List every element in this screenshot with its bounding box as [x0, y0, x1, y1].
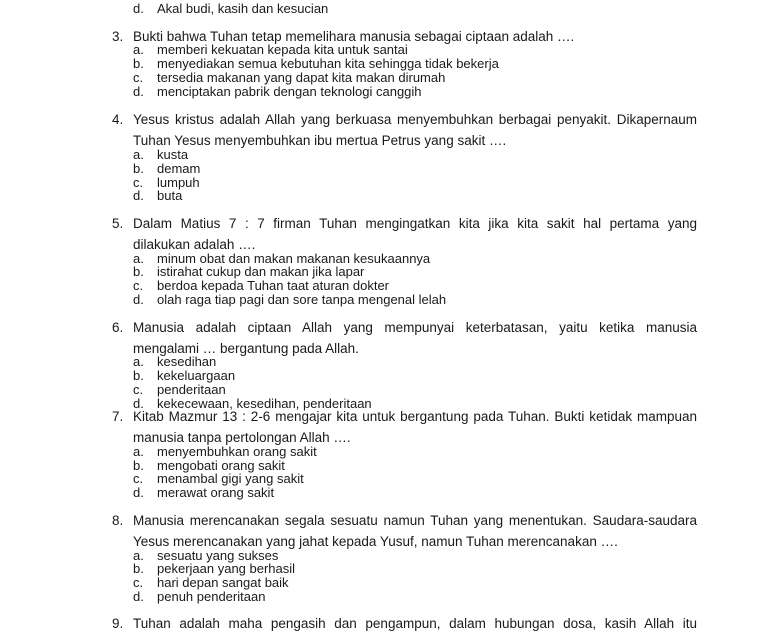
option-letter: a. [133, 444, 144, 459]
option-letter: d. [133, 589, 144, 604]
question-text: Kitab Mazmur 13 : 2-6 mengajar kita untuk bergantung pada Tuhan. Bukti ketidak mampuan [133, 409, 697, 424]
option-letter: a. [133, 548, 144, 563]
option-letter: d. [133, 292, 144, 307]
question-text: Tuhan adalah maha pengasih dan pengampun, dalam hubungan dosa, kasih Allah itu [133, 616, 697, 631]
question-text: Tuhan Yesus menyembuhkan ibu mertua Petrus yang sakit …. [133, 133, 507, 148]
option-letter: d. [133, 1, 144, 16]
option-text: Akal budi, kasih dan kesucian [157, 1, 329, 16]
option-text: sesuatu yang sukses [157, 548, 279, 563]
question-number: 7. [112, 409, 124, 424]
option-text: kekeluargaan [157, 368, 236, 383]
option-text: berdoa kepada Tuhan taat aturan dokter [157, 278, 390, 293]
option-letter: b. [133, 368, 144, 383]
question-text: Yesus merencanakan yang jahat kepada Yusuf, namun Tuhan merencanakan …. [133, 534, 618, 549]
option-text: minum obat dan makan makanan kesukaannya [157, 251, 431, 266]
option-text: istirahat cukup dan makan jika lapar [157, 264, 365, 279]
option-letter: b. [133, 561, 144, 576]
option-letter: d. [133, 84, 144, 99]
question-number: 4. [112, 112, 124, 127]
question-text: Bukti bahwa Tuhan tetap memelihara manusia sebagai ciptaan adalah …. [133, 29, 575, 44]
option-text: kesedihan [157, 354, 217, 369]
question-number: 5. [112, 216, 124, 231]
option-letter: c. [133, 382, 144, 397]
option-text: buta [157, 188, 183, 203]
option-text: kekecewaan, kesedihan, penderitaan [157, 396, 372, 411]
option-text: lumpuh [157, 175, 200, 190]
question-text: Dalam Matius 7 : 7 firman Tuhan mengingatkan kita jika kita sakit hal pertama yang [133, 216, 697, 231]
option-letter: b. [133, 161, 144, 176]
question-text: Yesus kristus adalah Allah yang berkuasa menyembuhkan berbagai penyakit. Dikapernaum [133, 112, 697, 127]
option-text: demam [157, 161, 201, 176]
option-text: menambal gigi yang sakit [157, 471, 304, 486]
option-letter: d. [133, 396, 144, 411]
option-letter: a. [133, 354, 144, 369]
option-letter: a. [133, 251, 144, 266]
option-letter: b. [133, 264, 144, 279]
option-letter: c. [133, 471, 144, 486]
option-letter: b. [133, 458, 144, 473]
option-letter: d. [133, 188, 144, 203]
option-text: menyediakan semua kebutuhan kita sehingga tidak bekerja [157, 56, 499, 71]
option-text: olah raga tiap pagi dan sore tanpa mengenal lelah [157, 292, 447, 307]
option-letter: a. [133, 42, 144, 57]
question-number: 9. [112, 616, 124, 631]
option-letter: c. [133, 278, 144, 293]
option-letter: c. [133, 575, 144, 590]
option-text: tersedia makanan yang dapat kita makan dirumah [157, 70, 446, 85]
question-text: manusia tanpa pertolongan Allah …. [133, 430, 351, 445]
option-letter: a. [133, 147, 144, 162]
question-number: 3. [112, 29, 124, 44]
option-text: penuh penderitaan [157, 589, 266, 604]
option-letter: c. [133, 175, 144, 190]
option-letter: c. [133, 70, 144, 85]
option-letter: d. [133, 485, 144, 500]
option-letter: b. [133, 56, 144, 71]
option-text: merawat orang sakit [157, 485, 275, 500]
question-text: Manusia adalah ciptaan Allah yang mempunyai keterbatasan, yaitu ketika manusia [133, 320, 697, 335]
option-text: menyembuhkan orang sakit [157, 444, 317, 459]
question-text: dilakukan adalah …. [133, 237, 256, 252]
question-number: 8. [112, 513, 124, 528]
option-text: menciptakan pabrik dengan teknologi canggih [157, 84, 422, 99]
option-text: penderitaan [157, 382, 226, 397]
option-text: hari depan sangat baik [157, 575, 289, 590]
option-text: mengobati orang sakit [157, 458, 285, 473]
option-text: memberi kekuatan kepada kita untuk santai [157, 42, 408, 57]
question-text: Manusia merencanakan segala sesuatu namun Tuhan yang menentukan. Saudara-saudara [133, 513, 697, 528]
question-text: mengalami … bergantung pada Allah. [133, 341, 359, 356]
option-text: kusta [157, 147, 189, 162]
option-text: pekerjaan yang berhasil [157, 561, 296, 576]
question-number: 6. [112, 320, 124, 335]
